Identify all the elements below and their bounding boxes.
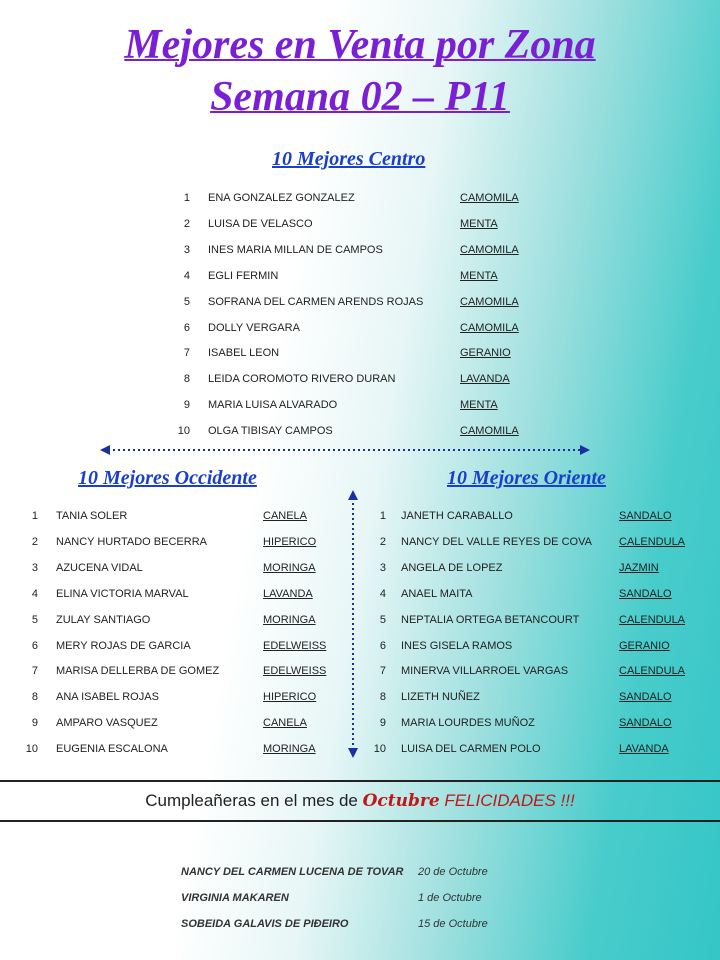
centro-row [168, 425, 548, 441]
centro-row [168, 347, 548, 363]
rank-number: 6 [183, 321, 190, 334]
oriente-row [364, 510, 694, 526]
rank-number: 7 [31, 665, 38, 678]
birthday-month: Octubre [362, 791, 440, 811]
rank-number: 7 [183, 347, 190, 360]
occidente-row [16, 614, 346, 630]
oriente-row [364, 562, 694, 578]
seller-name: JANETH CARABALLO [401, 510, 513, 522]
birthday-name: VIRGINIA MAKAREN [181, 892, 289, 904]
birthday-date: 15 de Octubre [418, 918, 488, 930]
rank-number: 5 [379, 613, 386, 626]
rank-number: 8 [31, 691, 38, 704]
centro-row [168, 270, 548, 286]
seller-name: ANA ISABEL ROJAS [56, 691, 159, 704]
product-link[interactable]: LAVANDA [460, 373, 510, 386]
seller-name: MARIA LOURDES MUÑOZ [401, 717, 535, 730]
product-link[interactable]: SANDALO [619, 717, 672, 730]
seller-name: OLGA TIBISAY CAMPOS [208, 425, 333, 438]
rank-number: 10 [373, 743, 386, 756]
seller-name: NANCY DEL VALLE REYES DE COVA [401, 535, 592, 548]
oriente-row [364, 614, 694, 630]
centro-row [168, 322, 548, 338]
product-link[interactable]: MENTA [460, 217, 498, 230]
centro-row [168, 192, 548, 208]
rank-number: 2 [183, 217, 190, 230]
rank-number: 9 [379, 717, 386, 730]
seller-name: ENA GONZALEZ GONZALEZ [208, 192, 355, 204]
occidente-row [16, 717, 346, 733]
rank-number: 10 [177, 425, 190, 438]
product-link[interactable]: CAMOMILA [460, 321, 519, 334]
product-link[interactable]: CAMOMILA [460, 192, 519, 204]
birthday-name: SOBEIDA GALAVIS DE PIÐEIRO [181, 918, 349, 930]
seller-name: SOFRANA DEL CARMEN ARENDS ROJAS [208, 295, 424, 308]
product-link[interactable]: HIPERICO [263, 691, 317, 704]
oriente-row [364, 743, 694, 759]
rank-number: 9 [31, 717, 38, 730]
seller-name: INES MARIA MILLAN DE CAMPOS [208, 243, 383, 256]
seller-name: LUISA DEL CARMEN POLO [401, 743, 541, 756]
seller-name: AMPARO VASQUEZ [56, 717, 158, 730]
seller-name: TANIA SOLER [56, 510, 128, 522]
centro-row [168, 373, 548, 389]
rank-number: 2 [379, 535, 386, 548]
seller-name: AZUCENA VIDAL [56, 561, 143, 574]
rank-number: 3 [31, 561, 38, 574]
product-link[interactable]: MORINGA [263, 561, 316, 574]
oriente-row [364, 665, 694, 681]
product-link[interactable]: CALENDULA [619, 535, 686, 548]
occidente-row [16, 691, 346, 707]
seller-name: ANAEL MAITA [401, 587, 473, 600]
page-title-line2: Semana 02 – P11 [210, 74, 510, 120]
product-link[interactable]: GERANIO [460, 347, 511, 360]
birthday-name: NANCY DEL CARMEN LUCENA DE TOVAR [181, 866, 404, 878]
rank-number: 2 [31, 535, 38, 548]
centro-row [168, 244, 548, 260]
centro-row [168, 296, 548, 312]
product-link[interactable]: CAMOMILA [460, 243, 519, 256]
seller-name: EGLI FERMIN [208, 269, 279, 282]
product-link[interactable]: SANDALO [619, 510, 672, 522]
product-link[interactable]: SANDALO [619, 691, 672, 704]
rank-number: 6 [31, 639, 38, 652]
product-link[interactable]: JAZMIN [619, 561, 659, 574]
occidente-row [16, 588, 346, 604]
rank-number: 1 [379, 510, 386, 522]
seller-name: ZULAY SANTIAGO [56, 613, 151, 626]
rank-number: 9 [183, 399, 190, 412]
rank-number: 4 [183, 269, 190, 282]
oriente-row [364, 640, 694, 656]
oriente-row [364, 691, 694, 707]
occidente-row [16, 510, 346, 526]
occidente-row [16, 743, 346, 759]
seller-name: MERY ROJAS DE GARCIA [56, 639, 191, 652]
seller-name: INES GISELA RAMOS [401, 639, 513, 652]
product-link[interactable]: EDELWEISS [263, 639, 327, 652]
rank-number: 8 [379, 691, 386, 704]
occidente-heading: 10 Mejores Occidente [78, 467, 257, 489]
rank-number: 3 [379, 561, 386, 574]
centro-row [168, 218, 548, 234]
rank-number: 3 [183, 243, 190, 256]
product-link[interactable]: SANDALO [619, 587, 672, 600]
birthday-banner [0, 780, 720, 822]
seller-name: ELINA VICTORIA MARVAL [56, 587, 189, 600]
product-link[interactable]: MENTA [460, 269, 498, 282]
page-title-line1: Mejores en Venta por Zona [124, 22, 596, 68]
product-link[interactable]: CANELA [263, 510, 308, 522]
product-link[interactable]: GERANIO [619, 639, 670, 652]
birthday-prefix: Cumpleañeras en el mes de [145, 791, 363, 810]
rank-number: 4 [379, 587, 386, 600]
occidente-row [16, 640, 346, 656]
birthday-date: 20 de Octubre [418, 866, 488, 878]
seller-name: DOLLY VERGARA [208, 321, 300, 334]
rank-number: 7 [379, 665, 386, 678]
vertical-double-arrow [346, 490, 360, 758]
oriente-row [364, 717, 694, 733]
product-link[interactable]: CALENDULA [619, 613, 686, 626]
seller-name: EUGENIA ESCALONA [56, 743, 168, 756]
seller-name: ANGELA DE LOPEZ [401, 561, 503, 574]
rank-number: 1 [31, 510, 38, 522]
product-link[interactable]: MORINGA [263, 743, 316, 756]
occidente-row [16, 562, 346, 578]
occidente-row [16, 536, 346, 552]
product-link[interactable]: EDELWEISS [263, 665, 327, 678]
seller-name: NANCY HURTADO BECERRA [56, 535, 207, 548]
product-link[interactable]: CALENDULA [619, 665, 686, 678]
rank-number: 5 [183, 295, 190, 308]
seller-name: MARISA DELLERBA DE GOMEZ [56, 665, 220, 678]
rank-number: 5 [31, 613, 38, 626]
rank-number: 10 [25, 743, 38, 756]
birthday-felicidades: FELICIDADES !!! [439, 791, 575, 810]
rank-number: 8 [183, 373, 190, 386]
product-link[interactable]: CAMOMILA [460, 425, 519, 438]
product-link[interactable]: MENTA [460, 399, 498, 412]
oriente-row [364, 588, 694, 604]
seller-name: NEPTALIA ORTEGA BETANCOURT [401, 613, 580, 626]
product-link[interactable]: HIPERICO [263, 535, 317, 548]
centro-heading: 10 Mejores Centro [272, 148, 426, 170]
product-link[interactable]: LAVANDA [263, 587, 313, 600]
seller-name: LUISA DE VELASCO [208, 217, 313, 230]
rank-number: 1 [183, 192, 190, 204]
product-link[interactable]: CANELA [263, 717, 308, 730]
horizontal-double-arrow [100, 443, 590, 457]
seller-name: LEIDA COROMOTO RIVERO DURAN [208, 373, 396, 386]
seller-name: MINERVA VILLARROEL VARGAS [401, 665, 569, 678]
product-link[interactable]: MORINGA [263, 613, 316, 626]
seller-name: ISABEL LEON [208, 347, 280, 360]
birthday-date: 1 de Octubre [418, 892, 482, 904]
rank-number: 6 [379, 639, 386, 652]
oriente-row [364, 536, 694, 552]
rank-number: 4 [31, 587, 38, 600]
product-link[interactable]: CAMOMILA [460, 295, 519, 308]
centro-row [168, 399, 548, 415]
oriente-heading: 10 Mejores Oriente [447, 467, 606, 489]
seller-name: LIZETH NUÑEZ [401, 691, 480, 704]
occidente-row [16, 665, 346, 681]
seller-name: MARIA LUISA ALVARADO [208, 399, 338, 412]
product-link[interactable]: LAVANDA [619, 743, 669, 756]
